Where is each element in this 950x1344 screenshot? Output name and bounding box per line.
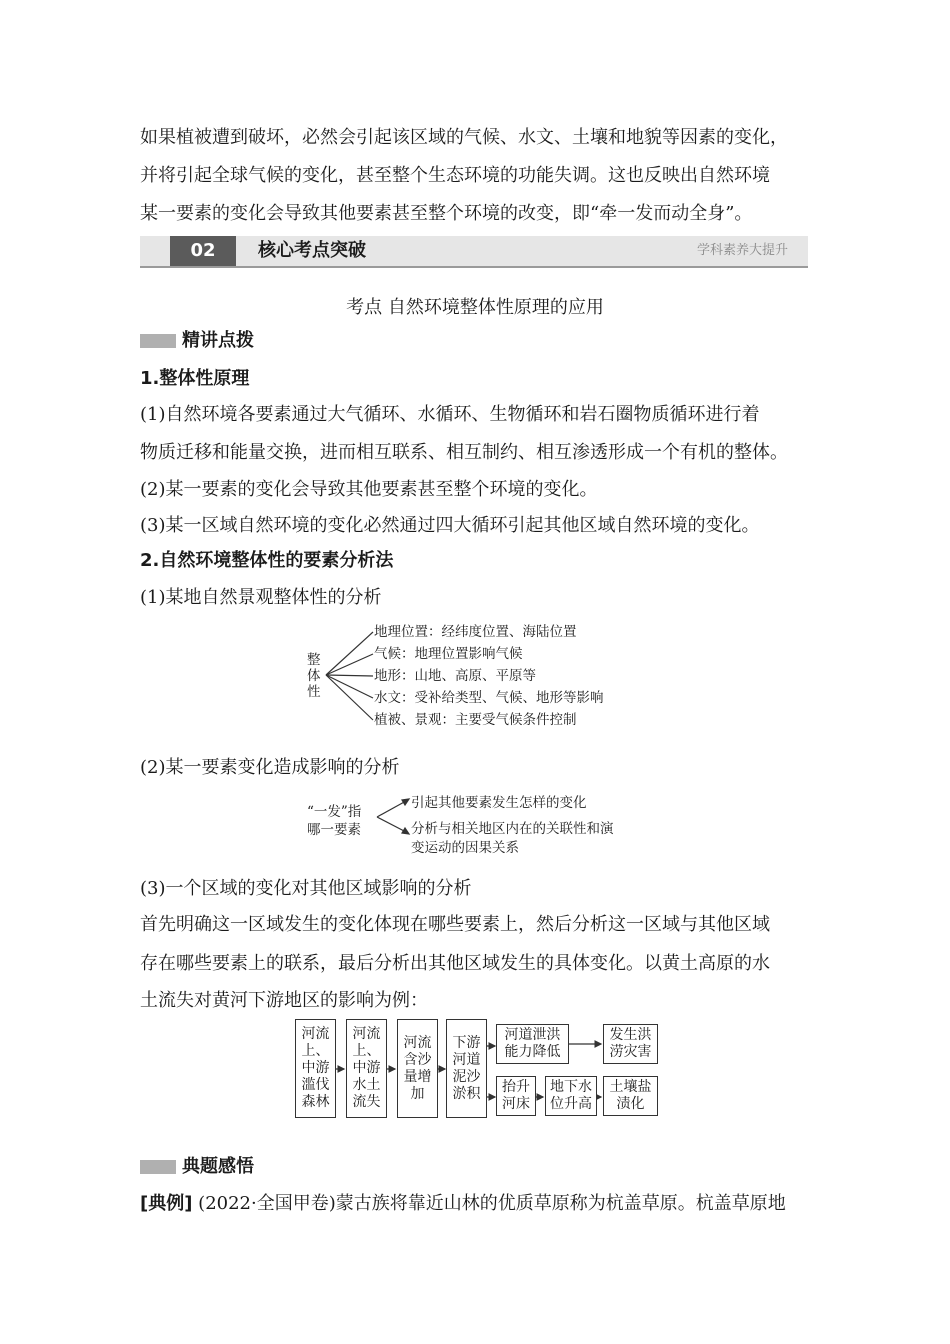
flow-box-t1-line: 河道泄洪 (504, 1027, 561, 1043)
flow-box-4-line: 下游 (452, 1034, 481, 1051)
section-header-bar (140, 236, 808, 268)
flow-box-3-line: 含沙 (403, 1051, 432, 1068)
diagram1-branch-vegetation: 植被、景观：主要受气候条件控制 (374, 712, 577, 728)
sub-heading-1: (1)某地自然景观整体性的分析 (140, 587, 382, 608)
flow-box-t2-line: 涝灾害 (609, 1044, 652, 1060)
flow-box-silt-deposition (446, 1019, 487, 1118)
flow-box-1-line: 河流 (301, 1026, 330, 1042)
diagram2-root-line-2: 哪一要素 (307, 822, 361, 838)
flow-box-deforestation (295, 1019, 336, 1118)
flow-box-sediment-increase (397, 1019, 438, 1118)
intro-line-2: 并将引起全球气候的变化，甚至整个生态环境的功能失调。这也反映出自然环境 (140, 165, 770, 186)
heading-marker (140, 334, 176, 348)
flow-box-salinization (603, 1076, 658, 1116)
flow-box-r3-line: 土壤盐 (609, 1079, 652, 1095)
block-heading-diantiganwu: 典题感悟 (182, 1156, 254, 1177)
example-line (140, 1194, 786, 1214)
flow-box-3-line: 河流 (403, 1034, 432, 1051)
flow-box-r1-line: 抬升 (502, 1079, 530, 1095)
diagram2-branch-2-line-1: 分析与相关地区内在的关联性和演 (411, 821, 614, 837)
para-4-line-3: 土流失对黄河下游地区的影响为例： (140, 990, 428, 1011)
diagram1-connector-lines (325, 625, 377, 725)
diagram2-branch-2-line-2: 变运动的因果关系 (411, 840, 519, 856)
flow-box-flood-capacity (496, 1024, 569, 1064)
diagram2-root-line-1: “一发”指 (307, 804, 362, 820)
sub-heading-3: (3)一个区域的变化对其他区域影响的分析 (140, 878, 472, 899)
flow-box-2-line: 水土 (352, 1077, 381, 1093)
section-number: 02 (170, 236, 236, 266)
heading-1: 1.整体性原理 (140, 368, 250, 389)
diagram1-branch-landform: 地形：山地、高原、平原等 (374, 668, 536, 684)
flow-box-1-line: 上、 (301, 1043, 330, 1059)
section-title: 核心考点突破 (258, 240, 366, 261)
flow-box-groundwater-rise (545, 1076, 597, 1116)
para-3: (3)某一区域自然环境的变化必然通过四大循环引起其他区域自然环境的变化。 (140, 515, 760, 536)
flow-box-4-line: 河道 (452, 1051, 481, 1068)
flow-box-2-line: 上、 (352, 1043, 381, 1059)
block-heading-jingjiang: 精讲点拨 (182, 330, 254, 351)
diagram1-root-2: 体 (307, 668, 321, 684)
flow-box-r1-line: 河床 (502, 1096, 530, 1112)
para-1-line-1: (1)自然环境各要素通过大气循环、水循环、生物循环和岩石圈物质循环进行着 (140, 404, 760, 425)
diagram2-branch-1: 引起其他要素发生怎样的变化 (411, 795, 587, 811)
flow-box-1-line: 森林 (301, 1094, 330, 1110)
flow-box-r3-line: 渍化 (616, 1096, 645, 1112)
diagram1-root-1: 整 (307, 652, 321, 668)
flow-box-raise-riverbed (496, 1076, 536, 1116)
topic-title: 考点 自然环境整体性原理的应用 (346, 297, 604, 318)
flow-box-r2-line: 地下水 (550, 1079, 592, 1095)
example-label: [典例] (140, 1193, 193, 1214)
flow-box-2-line: 中游 (352, 1060, 381, 1076)
flow-box-3-line: 加 (410, 1085, 425, 1102)
flow-box-2-line: 河流 (352, 1026, 381, 1042)
para-2: (2)某一要素的变化会导致其他要素甚至整个环境的变化。 (140, 479, 598, 500)
flow-box-4-line: 泥沙 (452, 1068, 481, 1085)
para-1-line-2: 物质迁移和能量交换，进而相互联系、相互制约、相互渗透形成一个有机的整体。 (140, 442, 788, 463)
flow-box-1-line: 滥伐 (301, 1077, 330, 1093)
flow-box-t1-line: 能力降低 (504, 1044, 561, 1060)
heading-2: 2.自然环境整体性的要素分析法 (140, 550, 394, 571)
flow-box-3-line: 量增 (403, 1068, 432, 1085)
section-tag: 学科素养大提升 (696, 243, 788, 258)
intro-line-1: 如果植被遭到破坏，必然会引起该区域的气候、水文、土壤和地貌等因素的变化， (140, 127, 788, 148)
example-text: (2022·全国甲卷)蒙古族将靠近山林的优质草原称为杭盖草原。杭盖草原地 (192, 1193, 786, 1214)
flow-box-1-line: 中游 (301, 1060, 330, 1076)
diagram1-branch-hydrology: 水文：受补给类型、气候、地形等影响 (374, 690, 604, 706)
flow-box-2-line: 流失 (352, 1094, 381, 1110)
heading-marker (140, 1160, 176, 1174)
diagram2-arrows (376, 796, 412, 838)
flow-box-flood-disaster (603, 1024, 658, 1064)
flow-box-soil-erosion (346, 1019, 387, 1118)
sub-heading-2: (2)某一要素变化造成影响的分析 (140, 757, 400, 778)
flow-box-r2-line: 位升高 (550, 1096, 592, 1112)
para-4-line-1: 首先明确这一区域发生的变化体现在哪些要素上，然后分析这一区域与其他区域 (140, 914, 770, 935)
diagram1-branch-location: 地理位置：经纬度位置、海陆位置 (374, 624, 577, 640)
diagram1-root-3: 性 (307, 684, 321, 700)
flow-box-t2-line: 发生洪 (609, 1027, 652, 1043)
diagram1-branch-climate: 气候：地理位置影响气候 (374, 646, 523, 662)
flow-box-4-line: 淤积 (452, 1085, 481, 1102)
para-4-line-2: 存在哪些要素上的联系，最后分析出其他区域发生的具体变化。以黄土高原的水 (140, 953, 770, 974)
intro-line-3: 某一要素的变化会导致其他要素甚至整个环境的改变，即“牵一发而动全身”。 (140, 203, 753, 224)
